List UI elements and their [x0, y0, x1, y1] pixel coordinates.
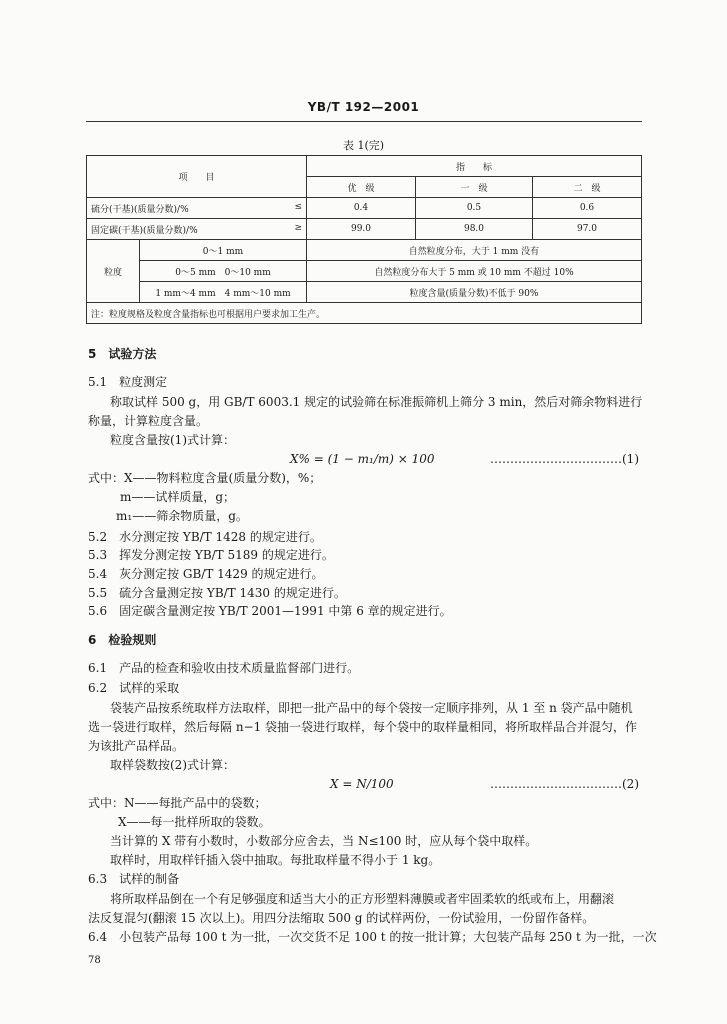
table-cell: 99.0	[307, 219, 416, 240]
row-label: 固定碳(干基)(质量分数)/%	[91, 225, 198, 236]
where-text: X——每一批样所取的袋数。	[118, 815, 271, 829]
col-item-header: 项 目	[87, 156, 307, 198]
paragraph: 当计算的 X 带有小数时，小数部分应舍去，当 N≤100 时，应从每个袋中取样。	[110, 834, 538, 848]
where-text: m——试样质量，g；	[120, 490, 236, 504]
spec-table	[86, 155, 642, 324]
section-5-1-heading: 5.1 粒度测定	[88, 375, 168, 389]
granularity-range: 0～1 mm	[140, 240, 307, 261]
paragraph: 称取试样 500 g，用 GB/T 6003.1 规定的试验筛在标准振筛机上筛分 3 min，然后对筛余物料进行	[110, 395, 643, 409]
section-5-heading: 5 试验方法	[88, 347, 157, 361]
paragraph: 称量，计算粒度含量。	[88, 414, 209, 428]
paragraph: 法反复混匀(翻滚 15 次以上)。用四分法缩取 500 g 的试样两份，一份试验用，一份留作备样。	[88, 911, 595, 925]
formula-1: X% = (1 − m₁/m) × 100	[290, 452, 435, 466]
where-text: m₁——筛余物质量，g。	[116, 509, 248, 523]
grade-header-3: 二 级	[533, 177, 642, 198]
granularity-text: 粒度含量(质量分数)不低于 90%	[307, 282, 642, 303]
formula-2: X = N/100	[330, 777, 394, 791]
header-rule	[86, 121, 642, 122]
table-note: 注：粒度规格及粒度含量指标也可根据用户要求加工生产。	[87, 303, 642, 324]
paragraph: 5.2 水分测定按 YB/T 1428 的规定进行。	[88, 530, 322, 544]
equation-number-1: ……………………………(1)	[490, 452, 639, 466]
granularity-range: 0～5 mm 0～10 mm	[140, 261, 307, 282]
where-text: 式中：N——每批产品中的袋数；	[88, 796, 267, 810]
table-cell: 98.0	[416, 219, 533, 240]
paragraph: 取样时，用取样钎插入袋中抽取。每批取样量不得小于 1 kg。	[110, 853, 441, 867]
section-6-2-heading: 6.2 试样的采取	[88, 681, 180, 695]
paragraph: 粒度含量按(1)式计算：	[110, 433, 235, 447]
paragraph: 5.4 灰分测定按 GB/T 1429 的规定进行。	[88, 567, 324, 581]
paragraph: 5.6 固定碳含量测定按 YB/T 2001—1991 中第 6 章的规定进行。	[88, 604, 452, 618]
section-6-heading: 6 检验规则	[88, 633, 157, 647]
grade-header-2: 一 级	[416, 177, 533, 198]
table-row	[87, 219, 307, 240]
table-cell: 97.0	[533, 219, 642, 240]
table-cell: 0.4	[307, 198, 416, 219]
equation-number-2: ……………………………(2)	[490, 777, 639, 791]
section-6-3-heading: 6.3 试样的制备	[88, 872, 180, 886]
row-symbol: ≤	[294, 201, 302, 212]
where-text: 式中：X——物料粒度含量(质量分数)，%；	[88, 471, 322, 485]
grade-header-1: 优 级	[307, 177, 416, 198]
paragraph: 选一袋进行取样，然后每隔 n−1 袋抽一袋进行取样，每个袋中的取样量相同，将所取样品合并混匀，作	[88, 720, 638, 734]
granularity-range: 1 mm～4 mm 4 mm～10 mm	[140, 282, 307, 303]
page-number: 78	[88, 955, 101, 966]
table-cell: 0.6	[533, 198, 642, 219]
paragraph: 将所取样品倒在一个有足够强度和适当大小的正方形塑料薄膜或者牢固柔软的纸或布上，用翻滚	[110, 892, 615, 906]
row-symbol: ≥	[294, 222, 302, 233]
table-row	[87, 198, 307, 219]
table-cell: 0.5	[416, 198, 533, 219]
paragraph: 5.3 挥发分测定按 YB/T 5189 的规定进行。	[88, 548, 334, 562]
granularity-label: 粒度	[87, 240, 140, 303]
paragraph: 6.4 小包装产品每 100 t 为一批，一次交货不足 100 t 的按一批计算；大包装产品每 250 t 为一批，一次	[88, 930, 657, 944]
granularity-text: 自然粒度分布大于 5 mm 或 10 mm 不超过 10%	[307, 261, 642, 282]
paragraph: 袋装产品按系统取样方法取样，即把一批产品中的每个袋按一定顺序排列，从 1 至 n 袋产品中随机	[110, 701, 633, 715]
paragraph: 5.5 硫分含量测定按 YB/T 1430 的规定进行。	[88, 586, 346, 600]
col-index-header: 指 标	[307, 156, 642, 177]
granularity-text: 自然粒度分布，大于 1 mm 没有	[307, 240, 642, 261]
row-label: 硫分(干基)(质量分数)/%	[91, 204, 189, 215]
page-header: YB/T 192—2001	[307, 100, 420, 114]
table-caption: 表 1(完)	[342, 139, 385, 152]
paragraph: 为该批产品样品。	[88, 739, 185, 753]
paragraph: 取样袋数按(2)式计算：	[110, 758, 235, 772]
paragraph: 6.1 产品的检查和验收由技术质量监督部门进行。	[88, 661, 360, 675]
